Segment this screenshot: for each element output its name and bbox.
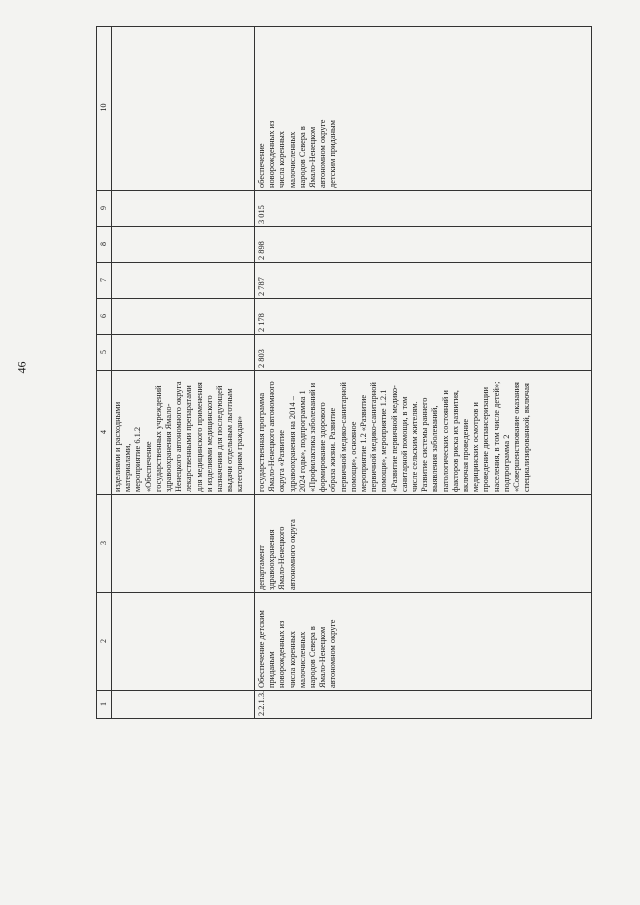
header-cell-9: 9 — [99, 206, 108, 210]
row-1-activity-cell: изделиями и расходными материалами, мероприятие 6.1.2 «Обеспечение государственных учреждений здравоохранения Ямало- Ненецкого автономного округа лекарственными препаратами для медицинского применения и изделиями медицинского назначения для последующей выдачи отдельным льготным категориям граждан» — [113, 381, 245, 492]
header-cell-7: 7 — [99, 278, 108, 282]
header-cell-4: 4 — [99, 430, 108, 434]
row-2-measure-cell: Обеспечение детским приданым новорожденных из числа коренных малочисленных народов Севера в Ямало-Ненецком автономном округе — [257, 610, 338, 688]
header-cell-8: 8 — [99, 242, 108, 246]
table-row — [255, 27, 593, 718]
row-2-value-9: 3 015 — [257, 205, 266, 224]
row-2-value-6: 2 178 — [257, 313, 266, 332]
row-2-value-5: 2 803 — [257, 349, 266, 368]
row-2-value-8: 2 898 — [257, 241, 266, 260]
table-header-row — [97, 27, 112, 718]
header-cell-3: 3 — [99, 541, 108, 545]
page-bottom-margin — [0, 760, 640, 905]
data-table — [96, 26, 592, 719]
row-2-executor-cell: департамент здравоохранения Ямало-Ненецкого автономного округа — [257, 519, 297, 590]
row-2-number-cell: 2.2.1.3. — [257, 690, 266, 716]
page-number: 46 — [14, 361, 29, 374]
row-2-program-cell: государственная программа Ямало-Ненецкого автономного округа «Развитие здравоохранения на 2014 – 2024 годы», подпрограмма 1 «Профилактика заболеваний и формирование здорового образа жизни. Развитие первичной медико-санитарной помощи», основное мероприятие 1.2 «Развитие первичной медико-санитарной помощи», мероприятие 1.2.1 «Развитие первичной медико- санитарной помощи, в том числе сельским жителям. Развитие системы раннего выявления заболеваний, патологических состояний и факторов риска их развития, включая проведение медицинских осмотров и проведение диспансеризации населения, в том числе детей»; подпрограмма 2 «Совершенствование оказания специализированной, включая — [257, 381, 532, 492]
header-cell-1: 1 — [99, 702, 108, 706]
header-cell-10: 10 — [99, 103, 108, 112]
header-cell-5: 5 — [99, 350, 108, 354]
row-2-value-7: 2 787 — [257, 277, 266, 296]
document-page — [96, 26, 592, 719]
table-row — [111, 27, 255, 718]
row-2-result-cell: обеспечение новорожденных из числа коренных малочисленных народов Севера в Ямало-Ненецком автономном округе детским приданым — [257, 119, 338, 188]
header-cell-6: 6 — [99, 314, 108, 318]
header-cell-2: 2 — [99, 639, 108, 643]
